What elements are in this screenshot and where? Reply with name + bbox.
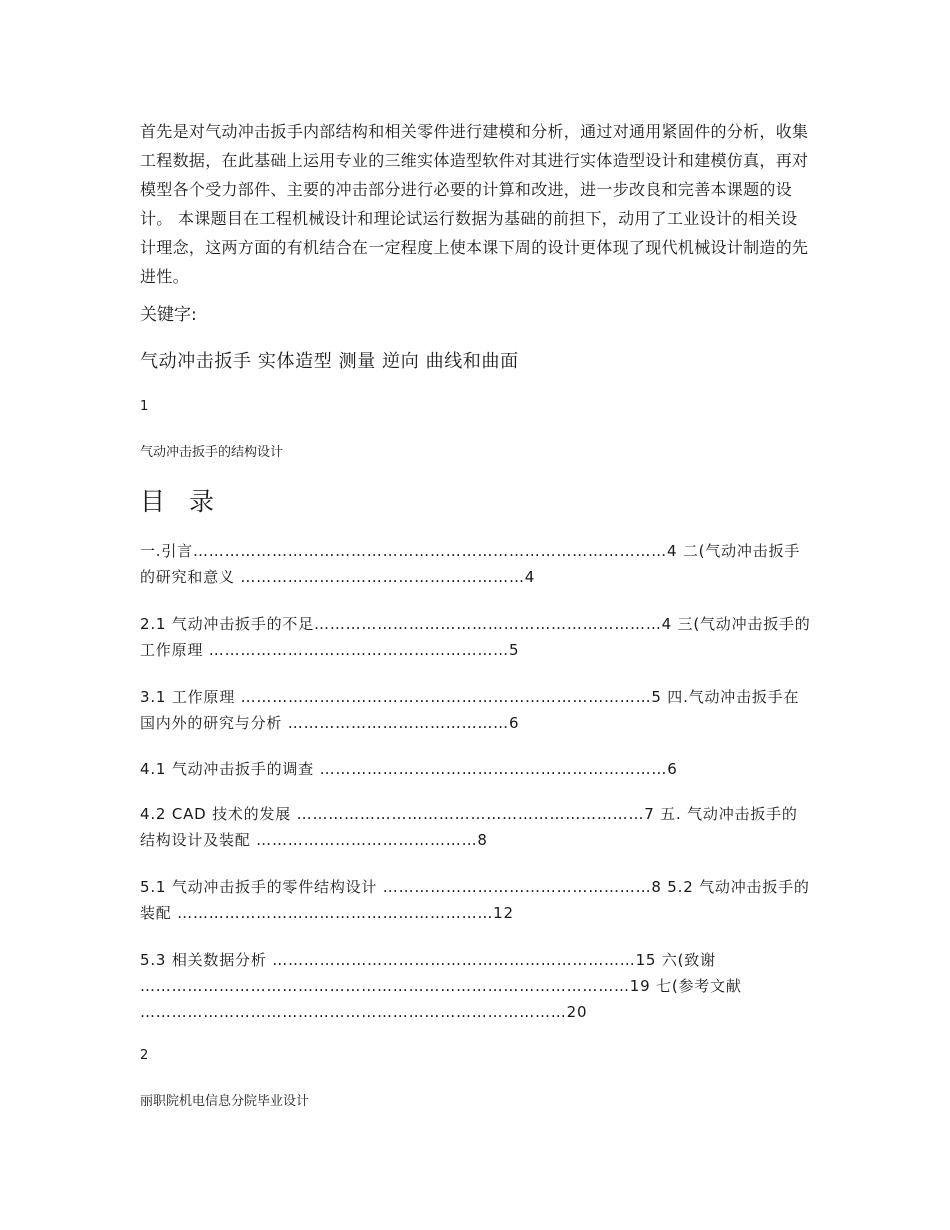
running-head-1: 气动冲击扳手的结构设计 — [140, 445, 284, 460]
toc-entry[interactable]: 4.2 CAD 技术的发展 …………………………………………………………7 五. 气动冲击扳手的结构设计及装配 ……………………………………8 — [140, 805, 798, 849]
toc-entry[interactable]: 一.引言………………………………………………………………………………4 二(气动冲击扳手的研究和意义 ………………………………………………4 — [140, 542, 801, 586]
keywords-values: 气动冲击扳手 实体造型 测量 逆向 曲线和曲面 — [140, 351, 519, 372]
toc-entry[interactable]: 2.1 气动冲击扳手的不足…………………………………………………………4 三(气动冲击扳手的工作原理 …………………………………………………5 — [140, 615, 811, 659]
toc-entry[interactable]: 5.3 相关数据分析 ……………………………………………………………15 六(致谢 …………………………………………………………………………………19 七(参考文献 ………………………………………………………………………20 — [140, 951, 742, 1021]
toc-entry[interactable]: 4.1 气动冲击扳手的调查 …………………………………………………………6 — [140, 760, 678, 778]
toc-entry[interactable]: 5.1 气动冲击扳手的零件结构设计 ……………………………………………8 5.2 气动冲击扳手的装配 ……………………………………………………12 — [140, 878, 810, 922]
page-number-2: 2 — [140, 1048, 149, 1063]
keywords-label: 关键字: — [140, 305, 197, 325]
running-head-2: 丽职院机电信息分院毕业设计 — [140, 1094, 310, 1109]
abstract-paragraph: 首先是对气动冲击扳手内部结构和相关零件进行建模和分析，通过对通用紧固件的分析，收集工程数据，在此基础上运用专业的三维实体造型软件对其进行实体造型设计和建模仿真，再对模型各个受力部件、主要的冲击部分进行必要的计算和改进，进一步改良和完善本课题的设计。 本课题目在工程机械设计和理论试运行数据为基础的前担下，动用了工业设计的相关设计理念，这两方面的有机结合在一定程度上使本课下周的设计更体现了现代机械设计制造的先进性。 — [140, 122, 809, 286]
toc-entry[interactable]: 3.1 工作原理 ……………………………………………………………………5 四.气动冲击扳手在国内外的研究与分析 ……………………………………6 — [140, 688, 800, 732]
page-number-1: 1 — [140, 399, 149, 414]
toc-title: 目 录 — [140, 487, 222, 516]
